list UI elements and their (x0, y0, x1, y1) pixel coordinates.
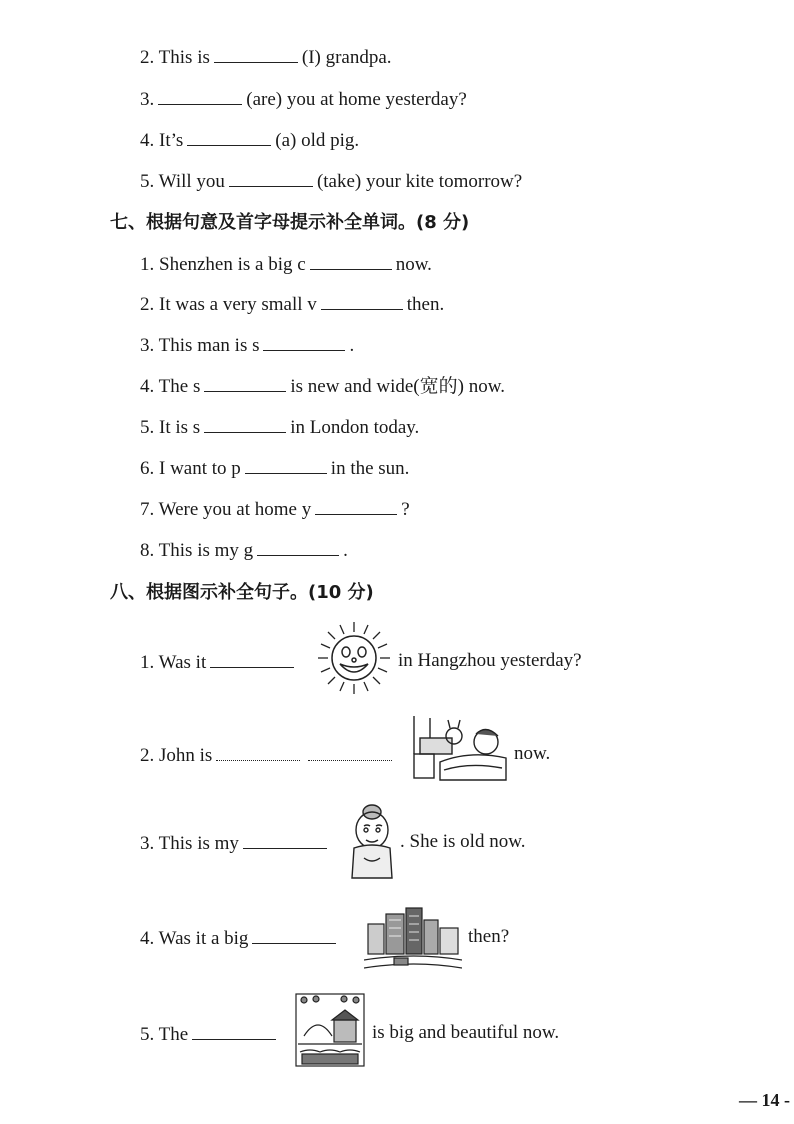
answer-blank[interactable] (315, 496, 397, 515)
fill-item: 3. (are) you at home yesterday? (140, 86, 467, 112)
answer-blank[interactable] (252, 925, 336, 944)
answer-blank[interactable] (321, 291, 403, 310)
answer-blank[interactable] (257, 537, 339, 556)
fill-item: 3. This man is s . (140, 332, 354, 358)
answer-blank[interactable] (158, 86, 242, 105)
city-icon (364, 902, 462, 974)
answer-blank[interactable] (192, 1021, 276, 1040)
answer-blank[interactable] (245, 455, 327, 474)
fill-item: 4. The s is new and wide(宽的) now. (140, 373, 505, 399)
park-icon (294, 992, 366, 1068)
picture-item: 5. The (140, 1021, 280, 1047)
picture-item: 3. This is my (140, 830, 331, 856)
answer-blank[interactable] (210, 649, 294, 668)
answer-blank[interactable] (310, 251, 392, 270)
answer-blank[interactable] (229, 168, 313, 187)
fill-item: 2. This is (I) grandpa. (140, 44, 392, 70)
section-heading-8: 八、根据图示补全句子。(10 分) (110, 582, 374, 603)
answer-blank[interactable] (243, 830, 327, 849)
fill-item: 2. It was a very small v then. (140, 291, 444, 317)
answer-blank[interactable] (204, 414, 286, 433)
answer-blank[interactable] (308, 742, 392, 761)
answer-blank[interactable] (263, 332, 345, 351)
fill-item: 1. Shenzhen is a big c now. (140, 251, 432, 277)
picture-item: 1. Was it (140, 649, 298, 675)
answer-blank[interactable] (187, 127, 271, 146)
page-number: — 14 - (739, 1090, 790, 1110)
section-heading-7: 七、根据句意及首字母提示补全单词。(8 分) (110, 212, 470, 233)
answer-blank[interactable] (204, 373, 286, 392)
fill-item: 6. I want to p in the sun. (140, 455, 409, 481)
sleeping-boy-icon (410, 714, 510, 784)
answer-blank[interactable] (216, 742, 300, 761)
fill-item: 4. It’s (a) old pig. (140, 127, 359, 153)
sun-icon (316, 618, 392, 698)
answer-blank[interactable] (214, 44, 298, 63)
fill-item: 8. This is my g . (140, 537, 348, 563)
fill-item: 5. Will you (take) your kite tomorrow? (140, 168, 522, 194)
picture-item: 4. Was it a big (140, 925, 340, 951)
fill-item: 7. Were you at home y ? (140, 496, 410, 522)
grandma-icon (344, 802, 400, 880)
picture-item: 2. John is (140, 742, 396, 768)
fill-item: 5. It is s in London today. (140, 414, 419, 440)
